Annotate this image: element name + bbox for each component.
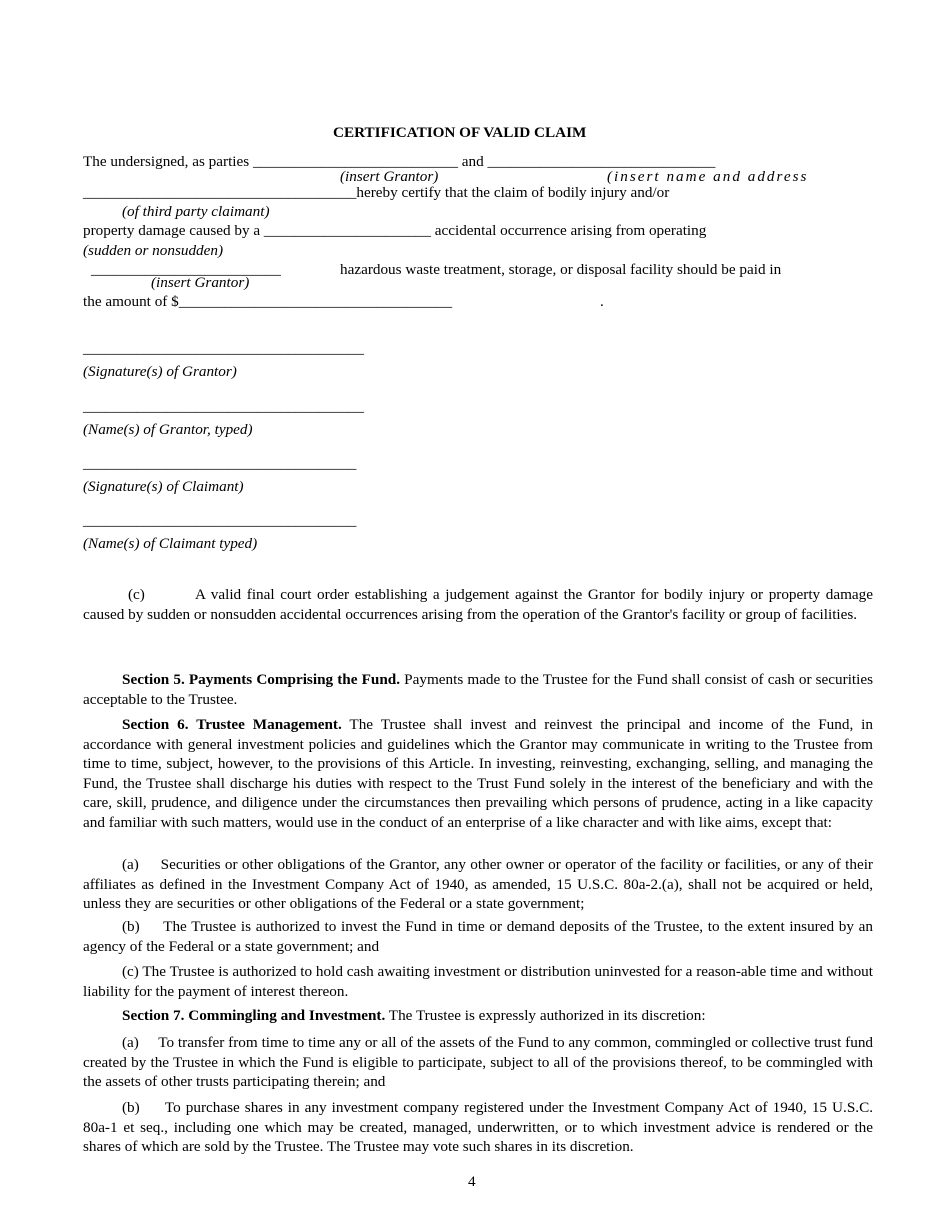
paragraph-c-label: (c) <box>128 586 145 603</box>
section-7 <box>83 1006 873 1026</box>
note-third-party-claimant: (of third party claimant) <box>122 203 270 220</box>
section-7-a: (a) To transfer from time to time any or all of the assets of the Fund to any common, commingled or collective trust fund created by the Trustee in which the Fund is eligible to participate, subject to all of the provisions thereof, to be commingled with the assets of other trusts participating therein; and <box>83 1034 873 1090</box>
cert-line-2: ____________________________________hereby certify that the claim of bodily injury and/or <box>83 184 670 201</box>
note-insert-grantor-2: (insert Grantor) <box>151 274 250 291</box>
paragraph-c-text: A valid final court order establishing a judgement against the Grantor for bodily injury or property damage caused by sudden or nonsudden accidental occurrences arising from the operation of the Grantor's facility or group of facilities. <box>83 586 873 623</box>
section-6-b: (b) The Trustee is authorized to invest the Fund in time or demand deposits of the Trustee, to the extent insured by an agency of the Federal or a state government; and <box>83 918 873 955</box>
section-7-b: (b) To purchase shares in any investment company registered under the Investment Company Act of 1940, 15 U.S.C. 80a-1 et seq., including one which may be created, managed, underwritten, or to which investment advice is rendered or the shares of which are sold by the Trustee. The Trustee may vote such shares in its discretion. <box>83 1099 873 1155</box>
section-6-a: (a) Securities or other obligations of the Grantor, any other owner or operator of the facility or facilities, or any of their affiliates as defined in the Investment Company Act of 1940, as amended, 15 U.S.C. 80a-2.(a), shall not be acquired or held, unless they are securities or other obligations of the Federal or a state government; <box>83 856 873 912</box>
signature-label-claimant: (Signature(s) of Claimant) <box>83 478 244 495</box>
cert-line-3: property damage caused by a ______________________ accidental occurrence arising from operating <box>83 222 707 239</box>
certification-title: CERTIFICATION OF VALID CLAIM <box>333 124 587 141</box>
name-label-claimant: (Name(s) of Claimant typed) <box>83 535 258 552</box>
note-sudden-nonsudden: (sudden or nonsudden) <box>83 242 224 259</box>
section-7-heading: Section 7. Commingling and Investment. <box>122 1007 386 1024</box>
signature-line-grantor: _____________________________________ <box>83 340 364 357</box>
cert-line-4-text: hazardous waste treatment, storage, or disposal facility should be paid in <box>340 261 782 278</box>
section-6 <box>83 715 873 832</box>
signature-label-grantor: (Signature(s) of Grantor) <box>83 363 237 380</box>
page-number: 4 <box>468 1173 476 1190</box>
name-line-grantor: _____________________________________ <box>83 398 364 415</box>
cert-line-5-period: . <box>600 293 604 310</box>
signature-line-claimant: ____________________________________ <box>83 455 357 472</box>
paragraph-c <box>83 585 873 624</box>
section-6-text: The Trustee shall invest and reinvest the principal and income of the Fund, in accordance with general investment policies and guidelines which the Grantor may communicate in writing to the Trustee from time to time, subject, however, to the provisions of this Article. In investing, reinvesting, exchanging, selling, and managing the Fund, the Trustee shall discharge his duties with respect to the Trust Fund solely in the interest of the beneficiary and with the care, skill, prudence, and diligence under the circumstances then prevailing which persons of prudence, acting in a like capacity and familiar with such matters, would use in the conduct of an enterprise of a like character and with like aims, except that: <box>83 716 873 831</box>
cert-line-5: the amount of $____________________________________ <box>83 293 453 310</box>
note-insert-name-address: (insert name and address <box>607 168 809 185</box>
name-line-claimant: ____________________________________ <box>83 512 357 529</box>
section-5-heading: Section 5. Payments Comprising the Fund. <box>122 671 401 688</box>
section-5 <box>83 670 873 709</box>
section-6-c: (c) The Trustee is authorized to hold cash awaiting investment or distribution uninvested for a reason-able time and without liability for the payment of interest thereon. <box>83 963 873 1000</box>
section-7-text: The Trustee is expressly authorized in its discretion: <box>385 1007 706 1024</box>
section-6-heading: Section 6. Trustee Management. <box>122 716 342 733</box>
section-5-text: Payments made to the Trustee for the Fund shall consist of cash or securities acceptable to the Trustee. <box>83 671 873 708</box>
name-label-grantor: (Name(s) of Grantor, typed) <box>83 421 253 438</box>
note-insert-grantor: (insert Grantor) <box>340 168 439 185</box>
cert-line-4-blank: _________________________ <box>91 261 281 278</box>
cert-line-1: The undersigned, as parties ___________________________ and ______________________________ <box>83 153 716 170</box>
